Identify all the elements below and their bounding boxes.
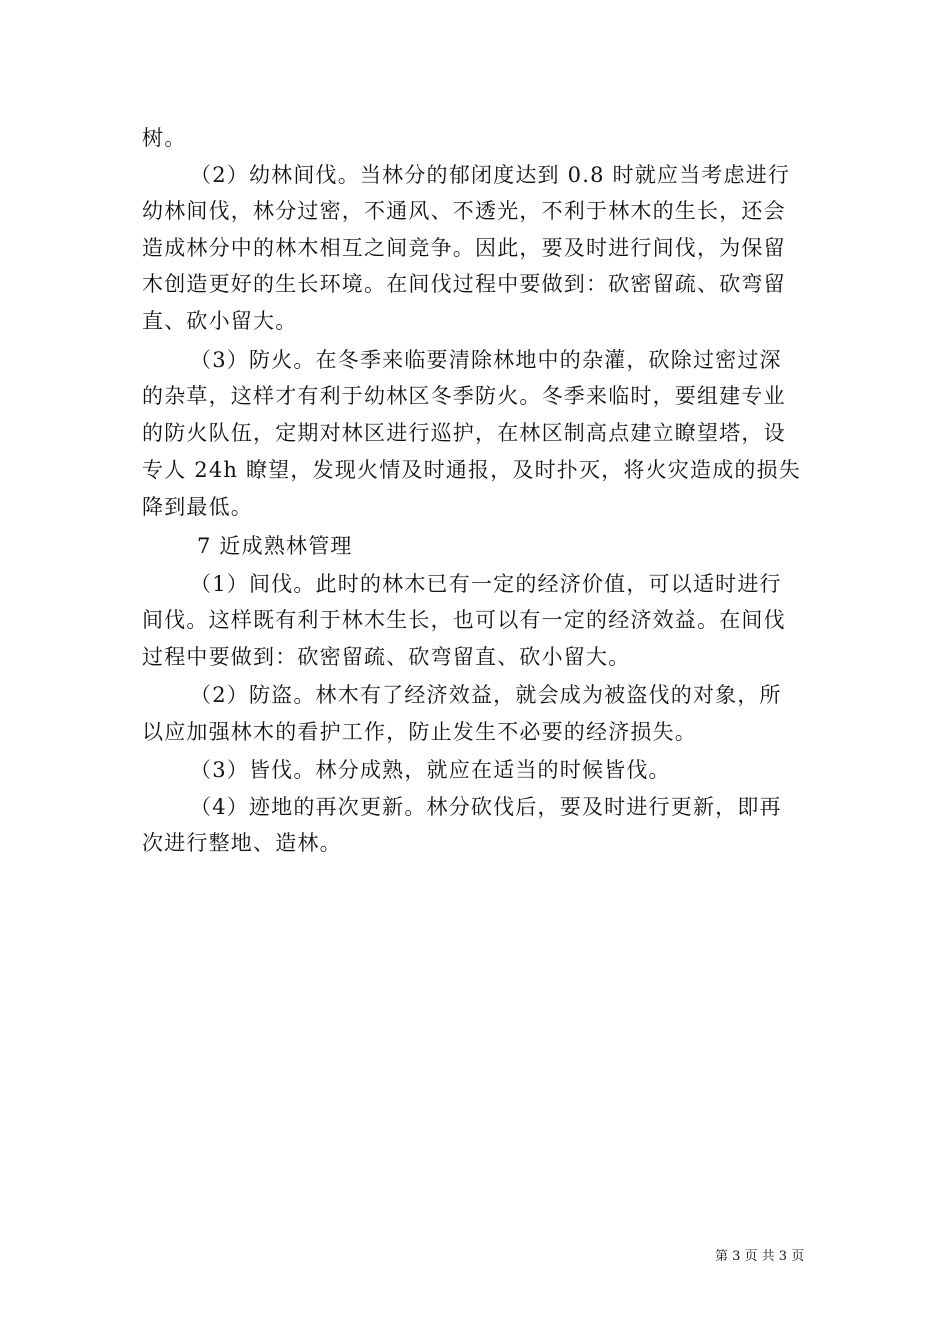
paragraph-line: 幼林间伐，林分过密，不通风、不透光，不利于林木的生长，还会: [142, 199, 786, 223]
paragraph-line: （2）防盗。林木有了经济效益，就会成为被盗伐的对象，所: [190, 683, 782, 707]
paragraph-line: 树。: [142, 126, 187, 150]
paragraph-line: 次进行整地、造林。: [142, 831, 342, 855]
paragraph-line: 木创造更好的生长环境。在间伐过程中要做到：砍密留疏、砍弯留: [142, 272, 786, 296]
paragraph-line: 以应加强林木的看护工作，防止发生不必要的经济损失。: [142, 720, 697, 744]
paragraph-line: 专人 24h 瞭望，发现火情及时通报，及时扑灭，将火灾造成的损失: [142, 458, 801, 482]
paragraph-line: （4）迹地的再次更新。林分砍伐后，要及时进行更新，即再: [190, 795, 782, 819]
paragraph-line: 降到最低。: [142, 495, 253, 519]
paragraph-line: （3）防火。在冬季来临要清除林地中的杂灌，砍除过密过深: [190, 348, 782, 372]
paragraph-line: （2）幼林间伐。当林分的郁闭度达到 0.8 时就应当考虑进行: [190, 163, 791, 187]
paragraph-line: 直、砍小留大。: [142, 309, 298, 333]
paragraph-line: 间伐。这样既有利于林木生长，也可以有一定的经济效益。在间伐: [142, 608, 786, 632]
paragraph-line: 的杂草，这样才有利于幼林区冬季防火。冬季来临时，要组建专业: [142, 384, 786, 408]
section-heading: 7 近成熟林管理: [197, 534, 353, 558]
page-number-footer: 第 3 页 共 3 页: [715, 1249, 805, 1264]
paragraph-line: 造成林分中的林木相互之间竞争。因此，要及时进行间伐，为保留: [142, 236, 786, 260]
paragraph-line: 的防火队伍，定期对林区进行巡护，在林区制高点建立瞭望塔，设: [142, 421, 786, 445]
paragraph-line: 过程中要做到：砍密留疏、砍弯留直、砍小留大。: [142, 645, 631, 669]
paragraph-line: （1）间伐。此时的林木已有一定的经济价值，可以适时进行: [190, 572, 782, 596]
paragraph-line: （3）皆伐。林分成熟，就应在适当的时候皆伐。: [190, 758, 671, 782]
